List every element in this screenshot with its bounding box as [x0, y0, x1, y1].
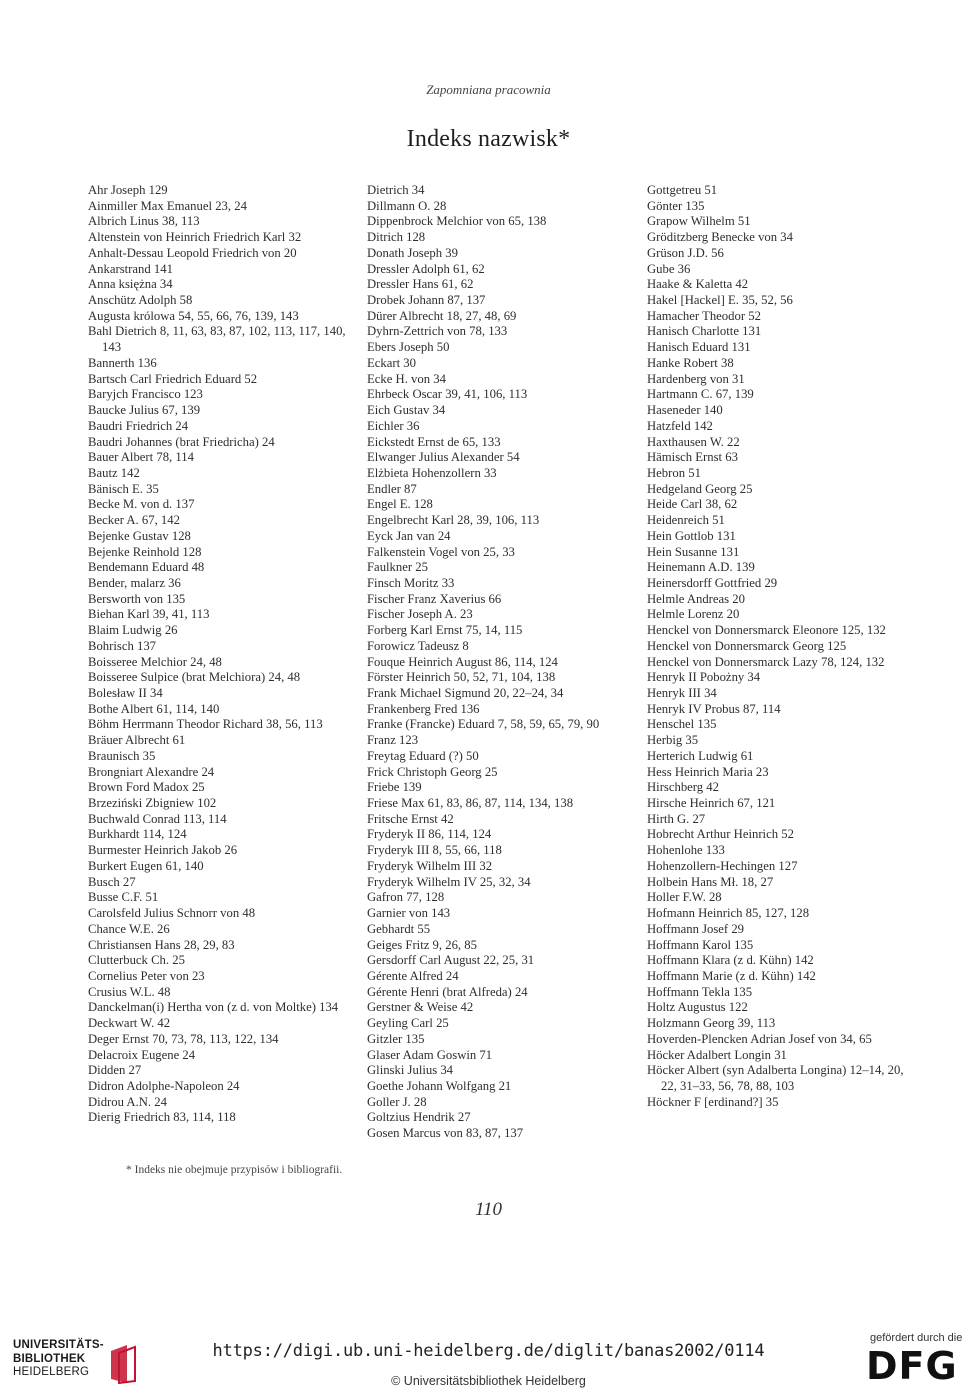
index-entry: Goller J. 28 [367, 1094, 427, 1109]
index-entry: Hamacher Theodor 52 [647, 308, 761, 323]
index-entry: Gottgetreu 51 [647, 183, 718, 197]
index-entry: Hatzfeld 142 [647, 418, 713, 433]
index-entry: Bauer Albert 78, 114 [88, 450, 194, 465]
index-entry: Bejenke Gustav 128 [88, 528, 191, 543]
index-entry: Hartmann C. 67, 139 [647, 387, 754, 402]
index-entry: Böhm Herrmann Theodor Richard 38, 56, 113 [88, 717, 323, 732]
index-entry: Bendemann Eduard 48 [88, 560, 205, 575]
index-entry: Hofmann Heinrich 85, 127, 128 [647, 906, 810, 921]
running-head: Zapomniana pracownia [426, 82, 551, 97]
index-entry: Gebhardt 55 [367, 921, 431, 936]
index-entry: Baucke Julius 67, 139 [88, 403, 201, 418]
institution-line: BIBLIOTHEK [13, 1352, 86, 1365]
index-entry: Busch 27 [88, 874, 136, 889]
index-entry: Bothe Albert 61, 114, 140 [88, 701, 220, 716]
index-entry: Gérente Alfred 24 [367, 968, 459, 983]
index-entry: Bautz 142 [88, 465, 140, 480]
index-entry: Elżbieta Hohenzollern 33 [367, 465, 497, 480]
index-entry: Hoffmann Marie (z d. Kühn) 142 [647, 968, 816, 983]
index-column-2 [367, 183, 629, 1142]
index-entry: Burmester Heinrich Jakob 26 [88, 843, 238, 858]
index-entry: Cornelius Peter von 23 [88, 968, 205, 983]
index-entry: Bartsch Carl Friedrich Eduard 52 [88, 371, 258, 386]
funder-name: DFG [866, 1344, 958, 1388]
index-entry: Hoffmann Karol 135 [647, 937, 754, 952]
index-entry: Ditrich 128 [367, 230, 426, 245]
footnote: * Indeks nie obejmuje przypisów i bibliografii. [126, 1164, 343, 1176]
index-entry: Fouque Heinrich August 86, 114, 124 [367, 654, 558, 669]
index-entry: Fryderyk II 86, 114, 124 [367, 827, 492, 842]
index-entry: Haxthausen W. 22 [647, 434, 740, 449]
index-entry: Hoffmann Tekla 135 [647, 984, 753, 999]
index-entry: Albrich Linus 38, 113 [88, 214, 200, 229]
index-entry: Henryk III 34 [647, 686, 717, 700]
index-entry: Dippenbrock Melchior von 65, 138 [367, 214, 547, 229]
index-entry: Endler 87 [367, 481, 417, 496]
index-entry: Hobrecht Arthur Heinrich 52 [647, 827, 794, 842]
index-column-1 [88, 183, 350, 1126]
institution-line: UNIVERSITÄTS- [13, 1339, 104, 1351]
index-entry: Gitzler 135 [367, 1031, 425, 1046]
index-entry: Höckner F [erdinand?] 35 [647, 1094, 779, 1109]
index-entry: Dierig Friedrich 83, 114, 118 [88, 1110, 236, 1125]
index-entry: Eichler 36 [367, 418, 420, 433]
index-entry: Holler F.W. 28 [647, 890, 722, 905]
index-entry: Dressler Hans 61, 62 [367, 277, 474, 292]
funding-label: gefördert durch die [870, 1332, 963, 1344]
index-entry: Hohenlohe 133 [647, 843, 725, 858]
index-entry: Ahr Joseph 129 [88, 183, 168, 197]
index-entry: Baudri Friedrich 24 [88, 418, 189, 433]
index-entry: Fischer Franz Xaverius 66 [367, 591, 502, 606]
index-entry: Burkert Eugen 61, 140 [88, 858, 204, 873]
index-entry: Glaser Adam Goswin 71 [367, 1047, 493, 1062]
index-entry: Baryjch Francisco 123 [88, 387, 203, 402]
index-entry: Anhalt-Dessau Leopold Friedrich von 20 [88, 245, 297, 260]
index-entry: Busse C.F. 51 [88, 890, 159, 905]
index-entry: Drobek Johann 87, 137 [367, 293, 486, 308]
index-column-3 [647, 183, 909, 1110]
index-entry: Hoffmann Josef 29 [647, 921, 745, 936]
index-entry: Frick Christoph Georg 25 [367, 764, 498, 779]
index-entry: Hein Susanne 131 [647, 544, 740, 559]
index-entry: Altenstein von Heinrich Friedrich Karl 32 [88, 230, 302, 245]
index-entry: Eckart 30 [367, 355, 416, 370]
index-entry: Gönter 135 [647, 198, 705, 213]
index-entry: Ankarstrand 141 [88, 261, 173, 276]
index-entry: Chance W.E. 26 [88, 921, 170, 936]
index-entry: Ebers Joseph 50 [367, 340, 450, 355]
index-entry: Christiansen Hans 28, 29, 83 [88, 937, 235, 952]
index-entry: Blaim Ludwig 26 [88, 623, 178, 638]
index-entry: Hohenzollern-Hechingen 127 [647, 858, 798, 873]
index-entry: Geyling Carl 25 [367, 1016, 449, 1031]
index-entry: Freytag Eduard (?) 50 [367, 748, 479, 763]
index-entry: Geiges Fritz 9, 26, 85 [367, 937, 477, 952]
copyright-notice: © Universitätsbibliothek Heidelberg [391, 1374, 586, 1388]
index-entry: Biehan Karl 39, 41, 113 [88, 607, 210, 622]
index-entry: Hämisch Ernst 63 [647, 450, 738, 465]
index-entry: Danckelman(i) Hertha von (z d. von Moltke) 134 [88, 1000, 339, 1015]
index-entry: Gröditzberg Benecke von 34 [647, 230, 793, 245]
index-entry: Delacroix Eugene 24 [88, 1047, 196, 1062]
index-entry: Boisseree Sulpice (brat Melchiora) 24, 48 [88, 670, 301, 685]
index-entry: Grapow Wilhelm 51 [647, 214, 751, 229]
index-entry: Höcker Albert (syn Adalberta Longina) 12–14, 20, 22, 31–33, 56, 78, 88, 103 [647, 1063, 904, 1093]
index-entry: Brongniart Alexandre 24 [88, 764, 215, 779]
index-entry: Gube 36 [647, 261, 691, 276]
index-entry: Deckwart W. 42 [88, 1016, 171, 1031]
index-entry: Bolesław II 34 [88, 686, 163, 700]
index-entry: Didron Adolphe-Napoleon 24 [88, 1078, 240, 1093]
index-entry: Hanisch Charlotte 131 [647, 324, 762, 339]
index-entry: Hanisch Eduard 131 [647, 340, 751, 355]
page-number: 110 [474, 1199, 503, 1220]
index-entry: Gérente Henri (brat Alfreda) 24 [367, 984, 528, 999]
index-entry: Grüson J.D. 56 [647, 245, 724, 260]
index-entry: Didrou A.N. 24 [88, 1094, 167, 1109]
dfg-logo[interactable] [866, 1332, 966, 1392]
index-entry: Fryderyk Wilhelm III 32 [367, 858, 493, 873]
index-entry: Heinersdorff Gottfried 29 [647, 575, 778, 590]
index-entry: Holzmann Georg 39, 113 [647, 1016, 776, 1031]
index-entry: Hakel [Hackel] E. 35, 52, 56 [647, 293, 793, 308]
index-entry: Dillmann O. 28 [367, 198, 447, 213]
index-entry: Frankenberg Fred 136 [367, 701, 480, 716]
index-entry: Boisseree Melchior 24, 48 [88, 654, 222, 669]
index-entry: Franke (Francke) Eduard 7, 58, 59, 65, 79, 90 [367, 717, 600, 732]
index-entry: Herbig 35 [647, 733, 699, 748]
index-entry: Franz 123 [367, 733, 419, 748]
index-entry: Anschütz Adolph 58 [88, 293, 193, 308]
index-entry: Donath Joseph 39 [367, 245, 458, 260]
index-entry: Elwanger Julius Alexander 54 [367, 450, 520, 465]
index-entry: Eich Gustav 34 [367, 403, 446, 418]
footer-banner [0, 1324, 977, 1398]
index-entry: Falkenstein Vogel von 25, 33 [367, 544, 515, 559]
index-entry: Hardenberg von 31 [647, 371, 745, 386]
index-entry: Hoffmann Klara (z d. Kühn) 142 [647, 953, 814, 968]
index-entry: Gersdorff Carl August 22, 25, 31 [367, 953, 535, 968]
index-entry: Goltzius Hendrik 27 [367, 1110, 471, 1125]
index-entry: Clutterbuck Ch. 25 [88, 953, 185, 968]
index-entry: Henckel von Donnersmarck Lazy 78, 124, 132 [647, 654, 885, 669]
index-entry: Dyhrn-Zettrich von 78, 133 [367, 324, 508, 339]
index-entry: Heinemann A.D. 139 [647, 560, 755, 575]
institution-line: HEIDELBERG [13, 1366, 90, 1378]
page-title: Indeks nazwisk* [406, 126, 571, 152]
index-entry: Fryderyk III 8, 55, 66, 118 [367, 843, 502, 858]
index-entry: Hirschberg 42 [647, 780, 719, 795]
index-entry: Augusta królowa 54, 55, 66, 76, 139, 143 [88, 308, 299, 323]
index-entry: Fryderyk Wilhelm IV 25, 32, 34 [367, 874, 531, 889]
index-entry: Hess Heinrich Maria 23 [647, 764, 769, 779]
index-entry: Haseneder 140 [647, 403, 723, 418]
index-entry: Henryk IV Probus 87, 114 [647, 701, 781, 716]
index-entry: Bräuer Albrecht 61 [88, 733, 186, 748]
index-entry: Bannerth 136 [88, 355, 157, 370]
index-entry: Bender, malarz 36 [88, 575, 181, 590]
index-entry: Fischer Joseph A. 23 [367, 607, 473, 622]
index-entry: Henryk II Pobożny 34 [647, 670, 761, 685]
index-entry: Henschel 135 [647, 717, 717, 732]
index-entry: Bohrisch 137 [88, 638, 157, 653]
index-entry: Hanke Robert 38 [647, 355, 734, 370]
index-entry: Ecke H. von 34 [367, 371, 446, 386]
index-entry: Bejenke Reinhold 128 [88, 544, 202, 559]
index-entry: Hirsche Heinrich 67, 121 [647, 796, 776, 811]
index-entry: Förster Heinrich 50, 52, 71, 104, 138 [367, 670, 556, 685]
index-entry: Baudri Johannes (brat Friedricha) 24 [88, 434, 275, 449]
index-entry: Garnier von 143 [367, 906, 451, 921]
index-entry: Heidenreich 51 [647, 513, 725, 528]
index-entry: Ainmiller Max Emanuel 23, 24 [88, 198, 247, 213]
index-entry: Hein Gottlob 131 [647, 528, 736, 543]
index-entry: Frank Michael Sigmund 20, 22–24, 34 [367, 686, 564, 700]
index-entry: Anna księżna 34 [88, 277, 173, 292]
index-entry: Bersworth von 135 [88, 591, 186, 606]
index-entry: Buchwald Conrad 113, 114 [88, 811, 227, 826]
index-entry: Ehrbeck Oscar 39, 41, 106, 113 [367, 387, 528, 402]
index-entry: Brzeziński Zbigniew 102 [88, 796, 217, 811]
index-entry: Glinski Julius 34 [367, 1063, 454, 1078]
index-entry: Forowicz Tadeusz 8 [367, 638, 469, 653]
index-entry: Engelbrecht Karl 28, 39, 106, 113 [367, 513, 540, 528]
index-entry: Dürer Albrecht 18, 27, 48, 69 [367, 308, 517, 323]
index-entry: Friese Max 61, 83, 86, 87, 114, 134, 138 [367, 796, 574, 811]
index-entry: Finsch Moritz 33 [367, 575, 455, 590]
index-entry: Gerstner & Weise 42 [367, 1000, 474, 1015]
index-entry: Friebe 139 [367, 780, 422, 795]
index-entry: Henckel von Donnersmarck Georg 125 [647, 638, 847, 653]
index-entry: Eickstedt Ernst de 65, 133 [367, 434, 501, 449]
index-entry: Henckel von Donnersmarck Eleonore 125, 132 [647, 623, 886, 638]
index-entry: Brown Ford Madox 25 [88, 780, 205, 795]
index-entry: Holbein Hans Mł. 18, 27 [647, 874, 774, 889]
index-entry: Dietrich 34 [367, 183, 425, 197]
index-entry: Höcker Adalbert Longin 31 [647, 1047, 787, 1062]
index-entry: Hoverden-Plencken Adrian Josef von 34, 65 [647, 1031, 872, 1046]
index-entry: Didden 27 [88, 1063, 142, 1078]
index-entry: Hebron 51 [647, 465, 701, 480]
index-entry: Burkhardt 114, 124 [88, 827, 187, 842]
index-entry: Bahl Dietrich 8, 11, 63, 83, 87, 102, 113, 117, 140, 143 [88, 324, 346, 355]
source-url-link[interactable]: https://digi.ub.uni-heidelberg.de/diglit/banas2002/0114 [212, 1341, 765, 1361]
index-entry: Carolsfeld Julius Schnorr von 48 [88, 906, 256, 921]
index-entry: Eyck Jan van 24 [367, 528, 451, 543]
index-entry: Holtz Augustus 122 [647, 1000, 748, 1015]
index-entry: Deger Ernst 70, 73, 78, 113, 122, 134 [88, 1031, 279, 1046]
index-entry: Forberg Karl Ernst 75, 14, 115 [367, 623, 523, 638]
index-entry: Becke M. von d. 137 [88, 497, 195, 512]
index-entry: Fritsche Ernst 42 [367, 811, 454, 826]
index-entry: Bänisch E. 35 [88, 481, 159, 496]
index-entry: Hedgeland Georg 25 [647, 481, 753, 496]
index-entry: Heide Carl 38, 62 [647, 497, 738, 512]
index-entry: Herterich Ludwig 61 [647, 748, 754, 763]
index-entry: Dressler Adolph 61, 62 [367, 261, 485, 276]
index-entry: Faulkner 25 [367, 560, 428, 575]
index-entry: Gosen Marcus von 83, 87, 137 [367, 1126, 524, 1141]
index-entry: Braunisch 35 [88, 748, 156, 763]
index-entry: Engel E. 128 [367, 497, 433, 512]
index-entry: Haake & Kaletta 42 [647, 277, 749, 292]
index-entry: Becker A. 67, 142 [88, 513, 180, 528]
index-entry: Crusius W.L. 48 [88, 984, 171, 999]
index-entry: Goethe Johann Wolfgang 21 [367, 1078, 512, 1093]
index-entry: Helmle Andreas 20 [647, 591, 745, 606]
index-entry: Gafron 77, 128 [367, 890, 445, 905]
index-entry: Hirth G. 27 [647, 811, 706, 826]
index-entry: Helmle Lorenz 20 [647, 607, 740, 622]
